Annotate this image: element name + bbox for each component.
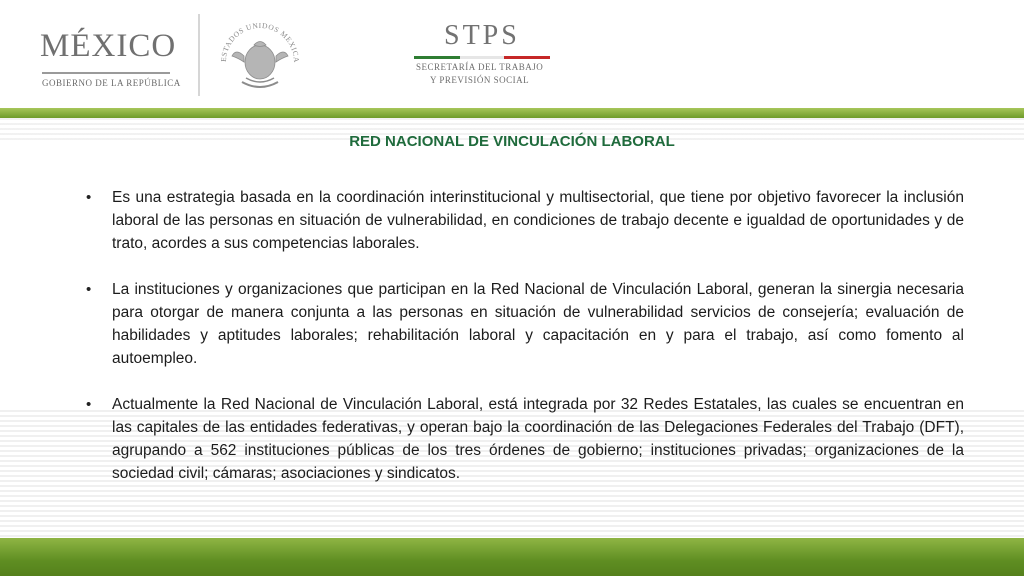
flag-white-segment bbox=[460, 56, 504, 59]
coat-of-arms-legend: ESTADOS UNIDOS MEXICA bbox=[218, 20, 302, 64]
bullet-item bbox=[84, 278, 964, 370]
logo-rule bbox=[42, 72, 170, 74]
bullet-text: Es una estrategia basada en la coordinación interinstitucional y multisectorial, que tiene por objetivo favorecer la inclusión laboral de las personas en situación de vulnerabilidad, en condiciones de trabajo decente e igualdad de oportunidades y de trato, acordes a sus competencias laborales. bbox=[112, 189, 964, 252]
mexico-wordmark: MÉXICO bbox=[40, 28, 177, 64]
coat-of-arms-logo bbox=[214, 12, 306, 100]
flag-green-segment bbox=[414, 56, 460, 59]
stps-name-line2: Y PREVISIÓN SOCIAL bbox=[430, 75, 530, 85]
flag-red-segment bbox=[504, 56, 550, 59]
slide-header bbox=[0, 0, 1024, 108]
bullet-marker: • bbox=[86, 281, 92, 298]
bullet-item bbox=[84, 393, 964, 485]
bullet-text: Actualmente la Red Nacional de Vinculación Laboral, está integrada por 32 Redes Estatales, las cuales se encuentran en las capitales de las entidades federativas, y operan bajo la coordinación de las Delegaciones Federales del Trabajo (DFT), agrupando a 562 instituciones públicas de los tres órdenes de gobierno; instituciones privadas; organizaciones de la sociedad civil; cámaras; asociaciones y sindicatos. bbox=[112, 396, 964, 482]
gobierno-mexico-logo bbox=[40, 28, 190, 93]
gobierno-subtitle: GOBIERNO DE LA REPÚBLICA bbox=[42, 78, 181, 88]
stps-flag-bar bbox=[414, 56, 550, 59]
stps-acronym: STPS bbox=[444, 20, 520, 51]
stps-logo bbox=[414, 20, 574, 92]
header-divider bbox=[198, 14, 200, 96]
top-green-band bbox=[0, 108, 1024, 118]
bullet-list bbox=[84, 186, 964, 508]
bullet-marker: • bbox=[86, 396, 92, 413]
stps-name-line1: SECRETARÍA DEL TRABAJO bbox=[416, 62, 544, 72]
bullet-marker: • bbox=[86, 189, 92, 206]
bullet-item bbox=[84, 186, 964, 255]
bullet-text: La instituciones y organizaciones que participan en la Red Nacional de Vinculación Laboral, generan la sinergia necesaria para otorgar de manera conjunta a las personas en situación de vulnerabilidad servicios de consejería; evaluación de habilidades y aptitudes laborales; rehabilitación laboral y capacitación en y para el trabajo, así como fomento al autoempleo. bbox=[112, 281, 964, 367]
bottom-green-band bbox=[0, 538, 1024, 576]
mexican-coat-of-arms-icon bbox=[214, 12, 306, 100]
slide-title: RED NACIONAL DE VINCULACIÓN LABORAL bbox=[349, 133, 675, 150]
